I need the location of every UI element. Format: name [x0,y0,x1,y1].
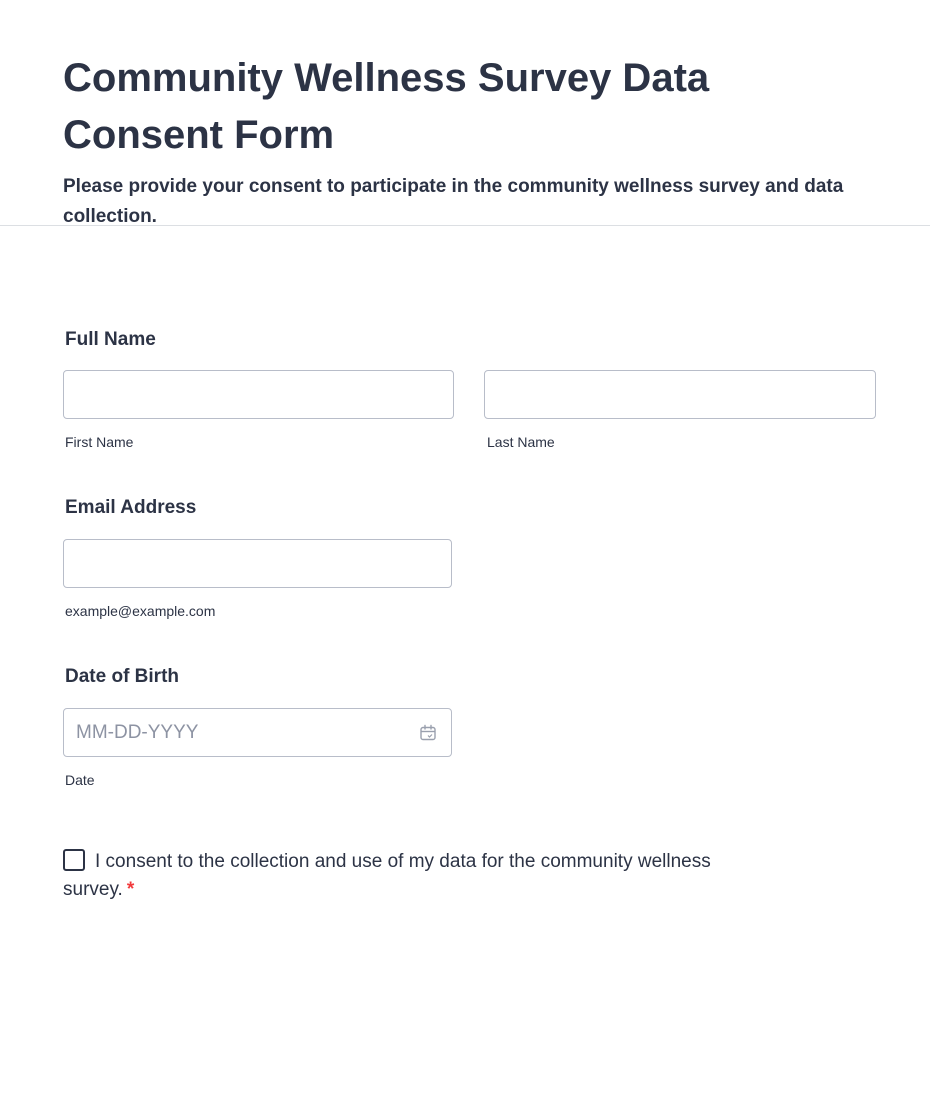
last-name-sublabel: Last Name [487,434,555,450]
email-input[interactable] [63,539,452,588]
email-sublabel: example@example.com [65,603,216,619]
last-name-input[interactable] [484,370,876,419]
full-name-label: Full Name [65,329,156,350]
dob-label: Date of Birth [65,666,179,687]
form-subtitle: Please provide your consent to participate in the community wellness survey and data collection. [63,176,844,227]
form-title: Community Wellness Survey Data Consent Form [63,56,710,157]
first-name-input[interactable] [63,370,454,419]
required-marker: * [126,879,135,900]
first-name-sublabel: First Name [65,434,134,450]
dob-sublabel: Date [65,772,95,788]
calendar-icon[interactable] [419,724,437,742]
form-header [0,0,930,226]
email-label: Email Address [65,497,197,518]
consent-text: I consent to the collection and use of my data for the community wellness survey. [63,851,711,900]
dob-field[interactable] [63,708,452,757]
consent-row [63,848,743,904]
dob-input[interactable] [64,709,418,756]
consent-checkbox[interactable] [63,849,85,871]
